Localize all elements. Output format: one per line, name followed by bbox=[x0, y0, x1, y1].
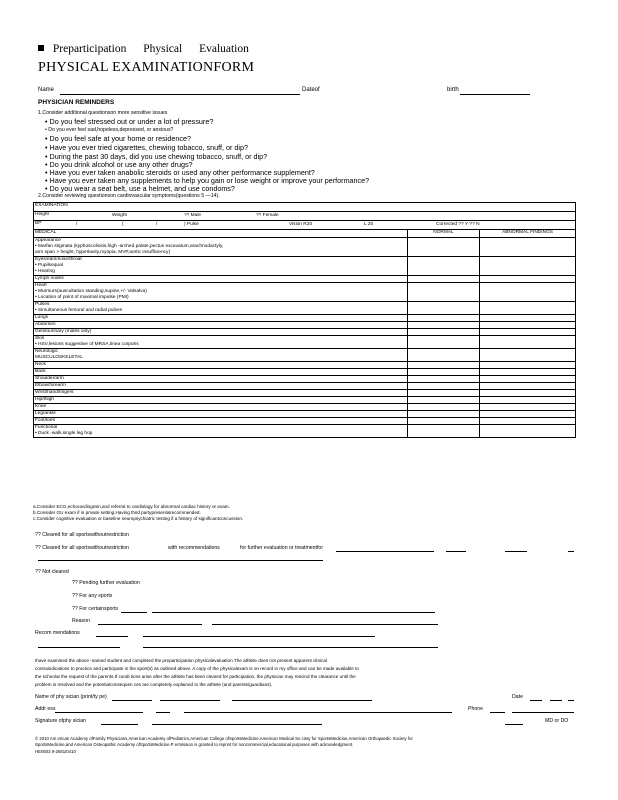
phone-field-2[interactable] bbox=[512, 712, 574, 713]
normal-cell[interactable] bbox=[408, 329, 480, 336]
cleared-with-option[interactable]: ?? Cleared for all sportswithoutrestriction bbox=[35, 545, 129, 551]
cleared-all-option[interactable]: ?? Cleared for all sportswithoutrestriction bbox=[35, 532, 129, 538]
birth-field[interactable] bbox=[460, 94, 530, 95]
abnormal-heading: ABNORMAL FINDINGS bbox=[480, 230, 576, 238]
statement-line: the schoolat the request of the parents.If condi tions arise after the athlete has been cleared for participation, the physician may rescind the clearance until the bbox=[35, 674, 356, 679]
exam-item-label: Hip/thigh bbox=[35, 397, 54, 402]
reminder-question: • During the past 30 days, did you use chewing tobacco, snuff, or dip? bbox=[45, 152, 268, 161]
certain-sports-option[interactable]: ?? For certainsports bbox=[72, 606, 119, 612]
reminders-title: PHYSICIAN REMINDERS bbox=[38, 99, 115, 106]
exam-item-detail: arm span > height, hyperlaxity,myopia, MVP,aortic insufficiency) bbox=[35, 250, 171, 255]
treatment-field-2[interactable] bbox=[446, 551, 466, 552]
normal-cell[interactable] bbox=[408, 283, 480, 302]
header-preparticipation: Preparticipation bbox=[52, 43, 127, 55]
bp-paren: ( bbox=[122, 222, 124, 227]
abnormal-cell[interactable] bbox=[480, 329, 576, 336]
address-field-2[interactable] bbox=[156, 712, 170, 713]
certain-sports-field-2[interactable] bbox=[152, 612, 435, 613]
name-field[interactable] bbox=[60, 94, 300, 95]
exam-item bbox=[34, 276, 408, 283]
normal-cell[interactable] bbox=[408, 336, 480, 349]
treatment-field-4[interactable] bbox=[568, 551, 574, 552]
statement-line: problem is resolved and the potentialconsequen ces are completely explained to the athlete (and parents/guardians). bbox=[35, 682, 273, 687]
phone-label: Phone bbox=[468, 706, 484, 712]
reminder-question: • Do you feel stressed out or under a lot of pressure? bbox=[45, 117, 214, 126]
normal-cell[interactable] bbox=[408, 302, 480, 315]
exam-item bbox=[34, 411, 408, 418]
date-field[interactable] bbox=[530, 700, 542, 701]
table-row bbox=[34, 411, 576, 418]
exam-item-label: Lungs bbox=[35, 315, 49, 320]
exam-item-label: Lymph nodes bbox=[35, 276, 64, 281]
table-row bbox=[34, 383, 576, 390]
reminder-question: • Have you ever taken anabolic steroids or used any other performance supplement? bbox=[45, 168, 315, 177]
medical-heading: MEDICAL bbox=[34, 230, 408, 238]
exam-item bbox=[34, 404, 408, 411]
normal-cell[interactable] bbox=[408, 257, 480, 276]
exam-item-label: Skin bbox=[35, 336, 45, 341]
footnotes bbox=[33, 504, 243, 523]
not-cleared-option[interactable]: ?? Not cleared bbox=[35, 569, 69, 575]
signature-label: Signature ofphy sician bbox=[35, 718, 87, 724]
exam-item-detail: • HSV,lesions suggestive of MRSA,tinea corporis bbox=[35, 342, 139, 347]
height-weight-row bbox=[34, 212, 576, 221]
any-sports-option[interactable]: ?? For any sports bbox=[72, 593, 113, 599]
normal-cell[interactable] bbox=[408, 404, 480, 411]
address-field-3[interactable] bbox=[184, 712, 452, 713]
recommendations-field-4[interactable] bbox=[143, 647, 438, 648]
date-field-3[interactable] bbox=[568, 700, 574, 701]
treatment-field-3[interactable] bbox=[505, 551, 527, 552]
abnormal-cell[interactable] bbox=[480, 376, 576, 383]
physician-statement bbox=[35, 657, 359, 689]
reminders-intro: 1.Consider additional questionson more sensitive issues bbox=[38, 110, 168, 116]
exam-item bbox=[34, 315, 408, 322]
abnormal-cell[interactable] bbox=[480, 336, 576, 349]
examination-table bbox=[33, 202, 576, 438]
abnormal-cell[interactable] bbox=[480, 404, 576, 411]
abnormal-cell[interactable] bbox=[480, 411, 576, 418]
exam-item-label: Abdomen bbox=[35, 322, 56, 327]
table-row bbox=[34, 362, 576, 369]
name-label: Name bbox=[38, 87, 55, 93]
table-row bbox=[34, 390, 576, 397]
table-row bbox=[34, 404, 576, 411]
table-row bbox=[34, 276, 576, 283]
examination-heading: EXAMINATION bbox=[34, 203, 576, 212]
table-row bbox=[34, 238, 576, 257]
male-checkbox[interactable]: ?? Male bbox=[184, 213, 202, 218]
exam-item-label: Pulses bbox=[35, 302, 50, 307]
date-label: Date bbox=[512, 694, 523, 700]
exam-item-label: Appearance bbox=[35, 238, 61, 243]
reason-label: Reason bbox=[72, 618, 90, 624]
table-row bbox=[34, 369, 576, 376]
exam-item bbox=[34, 418, 408, 425]
exam-item-label: Neurologic bbox=[35, 349, 58, 354]
exam-item-detail: • Simultaneous femoral and radial pulses bbox=[35, 308, 123, 313]
reminder-question: • Have you ever taken any supplements to help you gain or lose weight or improve your performance? bbox=[45, 176, 370, 185]
copyright-line: SportsMedicine,and American Osteopathic Academy ofSportsMedicine.P ermission is granted to reprint for noncommercial,educational purposes with acknowledgment. bbox=[35, 742, 354, 748]
square-bullet-icon bbox=[38, 45, 44, 51]
normal-cell[interactable] bbox=[408, 322, 480, 329]
signature-field[interactable] bbox=[101, 724, 138, 725]
vision-label: Vision R20 bbox=[289, 222, 313, 227]
abnormal-cell[interactable] bbox=[480, 315, 576, 322]
header-physical: Physical bbox=[143, 43, 183, 55]
abnormal-cell[interactable] bbox=[480, 369, 576, 376]
address-label: Addr ess bbox=[35, 706, 56, 712]
table-row bbox=[34, 257, 576, 276]
normal-heading: NORMAL bbox=[408, 230, 480, 238]
abnormal-cell[interactable] bbox=[480, 257, 576, 276]
exam-item-label: Eyes/ears/nose/throat bbox=[35, 257, 82, 262]
table-row bbox=[34, 425, 576, 438]
footnote: b.Consider GU exam if in private setting.Having third partypresentisrecommended. bbox=[33, 510, 201, 516]
recommendation-line[interactable] bbox=[38, 560, 323, 561]
reminder-question: • Have you ever tried cigarettes, chewing tobacco, snuff, or dip? bbox=[45, 143, 248, 152]
pending-option[interactable]: ?? Pending further evaluation bbox=[72, 580, 140, 586]
normal-cell[interactable] bbox=[408, 383, 480, 390]
table-row bbox=[34, 329, 576, 336]
normal-cell[interactable] bbox=[408, 238, 480, 257]
abnormal-cell[interactable] bbox=[480, 425, 576, 438]
abnormal-cell[interactable] bbox=[480, 322, 576, 329]
bp-label: BP bbox=[35, 221, 42, 226]
normal-cell[interactable] bbox=[408, 276, 480, 283]
abnormal-cell[interactable] bbox=[480, 397, 576, 404]
table-row bbox=[34, 349, 576, 362]
exam-item-label: Heart bbox=[35, 283, 47, 288]
exam-item-label: Leg/ankle bbox=[35, 411, 56, 416]
physician-name-label: Name of phy sician (print/ty pe) bbox=[35, 694, 107, 700]
table-row bbox=[34, 376, 576, 383]
exam-item-detail: • Pupilsequal bbox=[35, 263, 63, 268]
physician-name-field-3[interactable] bbox=[232, 700, 372, 701]
exam-item bbox=[34, 283, 408, 302]
exam-item-label: Elbow/forearm bbox=[35, 383, 66, 388]
further-evaluation-label: for further evaluation or treatmentfor bbox=[240, 545, 324, 551]
normal-cell[interactable] bbox=[408, 411, 480, 418]
normal-cell[interactable] bbox=[408, 376, 480, 383]
treatment-field[interactable] bbox=[336, 551, 434, 552]
exam-item-detail: MUSCULOSKELETAL bbox=[35, 355, 83, 360]
exam-item-label: Neck bbox=[35, 362, 46, 367]
abnormal-cell[interactable] bbox=[480, 418, 576, 425]
reminder-question: • Do you ever feel sad,hopeless,depressed, or anxious? bbox=[45, 127, 174, 133]
exam-item bbox=[34, 362, 408, 369]
copyright bbox=[35, 736, 413, 755]
bp-slash: / bbox=[76, 222, 78, 227]
height-label: Height bbox=[35, 212, 49, 217]
physician-name-field-2[interactable] bbox=[160, 700, 220, 701]
exam-item bbox=[34, 425, 408, 438]
form-title: PHYSICAL EXAMINATIONFORM bbox=[38, 60, 255, 75]
exam-item bbox=[34, 349, 408, 362]
table-row bbox=[34, 283, 576, 302]
exam-item bbox=[34, 383, 408, 390]
exam-item bbox=[34, 397, 408, 404]
pulse-label: ) Pulse bbox=[184, 222, 199, 227]
signature-field-3[interactable] bbox=[505, 724, 523, 725]
exam-item-detail: • Location of point of maximal impulse (PMI) bbox=[35, 295, 129, 300]
signature-field-2[interactable] bbox=[152, 724, 322, 725]
table-row bbox=[34, 315, 576, 322]
abnormal-cell[interactable] bbox=[480, 349, 576, 362]
exam-item bbox=[34, 369, 408, 376]
footnote: c.Consider cognitive evaluation or baseline neuropsychiatric testing if a history of significantconcussion. bbox=[33, 516, 244, 522]
normal-cell[interactable] bbox=[408, 425, 480, 438]
certain-sports-field[interactable] bbox=[121, 612, 147, 613]
vision-left-label: L 20 bbox=[364, 222, 374, 227]
exam-item bbox=[34, 390, 408, 397]
footnote: a.Consider ECG,echocardiogram,and referral to cardiology for abnormal cardiac history or exam. bbox=[33, 504, 230, 509]
exam-item bbox=[34, 329, 408, 336]
abnormal-cell[interactable] bbox=[480, 383, 576, 390]
normal-cell[interactable] bbox=[408, 349, 480, 362]
abnormal-cell[interactable] bbox=[480, 362, 576, 369]
form-header bbox=[38, 43, 249, 55]
copyright-line: HE0503 9-2681/0410 bbox=[35, 748, 76, 754]
exam-item-label: Functional bbox=[35, 425, 58, 430]
exam-item bbox=[34, 322, 408, 329]
reason-field-2[interactable] bbox=[212, 624, 438, 625]
statement-line: Ihave examined the above -named student and completed the preparticipation physicalevaluation.The athlete does not present apparent clinical bbox=[35, 658, 327, 663]
table-row bbox=[34, 322, 576, 329]
exam-item-label: Shoulder/arm bbox=[35, 376, 64, 381]
abnormal-cell[interactable] bbox=[480, 302, 576, 315]
exam-item-label: Genitourinary (males only) bbox=[35, 329, 92, 334]
exam-item-detail: • Marfan stigmata (kyphoscoliosis,high -arched palate,pectus excavatum,arachnodactyly, bbox=[35, 244, 224, 249]
abnormal-cell[interactable] bbox=[480, 238, 576, 257]
exam-item-label: Foot/toes bbox=[35, 418, 55, 423]
address-field[interactable] bbox=[55, 712, 143, 713]
abnormal-cell[interactable] bbox=[480, 283, 576, 302]
exam-item-label: Wrist/hand/fingers bbox=[35, 390, 74, 395]
reminder-question: • Do you wear a seat belt, use a helmet, and use condoms? bbox=[45, 184, 235, 193]
date-field-2[interactable] bbox=[550, 700, 562, 701]
normal-cell[interactable] bbox=[408, 397, 480, 404]
exam-item-label: Knee bbox=[35, 404, 47, 409]
copyright-line: © 2010 Am erican Academy ofFamily Physicians,American Academy ofPediatrics,American College ofSportsMedicine,American Medical So ciety for SportsMedicine,American Orthopaedic Society for bbox=[35, 736, 413, 741]
exam-item bbox=[34, 257, 408, 276]
recommendations-field[interactable] bbox=[96, 636, 128, 637]
normal-cell[interactable] bbox=[408, 315, 480, 322]
normal-cell[interactable] bbox=[408, 362, 480, 369]
md-do-label: MD or DO bbox=[545, 718, 569, 724]
exam-item-detail: • Murmurs(auscultation standing,supine,+/- Valsalva) bbox=[35, 289, 147, 294]
bp-row bbox=[34, 221, 576, 230]
statement-line: contraindications to practice and participate in the sport(s) as outlined above. A copy of the physicalexam is on record in my office and can be made available to bbox=[35, 666, 359, 671]
table-row bbox=[34, 336, 576, 349]
table-row bbox=[34, 397, 576, 404]
physician-name-field[interactable] bbox=[112, 700, 152, 701]
recommendations-label: Recom mendations bbox=[35, 630, 80, 636]
abnormal-cell[interactable] bbox=[480, 390, 576, 397]
exam-item-detail: • Hearing bbox=[35, 269, 55, 274]
dateof-label: Dateof bbox=[302, 87, 320, 93]
recommendations-field-3[interactable] bbox=[38, 647, 120, 648]
header-evaluation: Evaluation bbox=[199, 43, 249, 55]
bp-slash-2: / bbox=[156, 222, 158, 227]
table-row bbox=[34, 302, 576, 315]
abnormal-cell[interactable] bbox=[480, 276, 576, 283]
female-checkbox[interactable]: ?? Female bbox=[256, 213, 279, 218]
table-row bbox=[34, 418, 576, 425]
exam-item-label: Back bbox=[35, 369, 46, 374]
recommendations-field-2[interactable] bbox=[143, 636, 375, 637]
exam-item bbox=[34, 336, 408, 349]
exam-item bbox=[34, 376, 408, 383]
reminder-question: • Do you drink alcohol or use any other drugs? bbox=[45, 160, 193, 169]
reason-field[interactable] bbox=[98, 624, 202, 625]
exam-item bbox=[34, 238, 408, 257]
weight-label: Weight bbox=[112, 213, 127, 218]
reminders-item2: 2.Consider reviewing questionson cardiovascular symptoms(questions 5 —14). bbox=[38, 193, 220, 199]
birth-label: birth bbox=[447, 87, 459, 93]
phone-field[interactable] bbox=[490, 712, 505, 713]
normal-cell[interactable] bbox=[408, 369, 480, 376]
exam-item bbox=[34, 302, 408, 315]
corrected-label[interactable]: Corrected ?? Y ?? N bbox=[436, 222, 480, 227]
normal-cell[interactable] bbox=[408, 418, 480, 425]
reminder-question: • Do you feel safe at your home or residence? bbox=[45, 134, 191, 143]
exam-item-detail: • Duck -walk,single leg hop bbox=[35, 431, 93, 436]
normal-cell[interactable] bbox=[408, 390, 480, 397]
with-recommendations-label: with recommendations bbox=[168, 545, 220, 551]
